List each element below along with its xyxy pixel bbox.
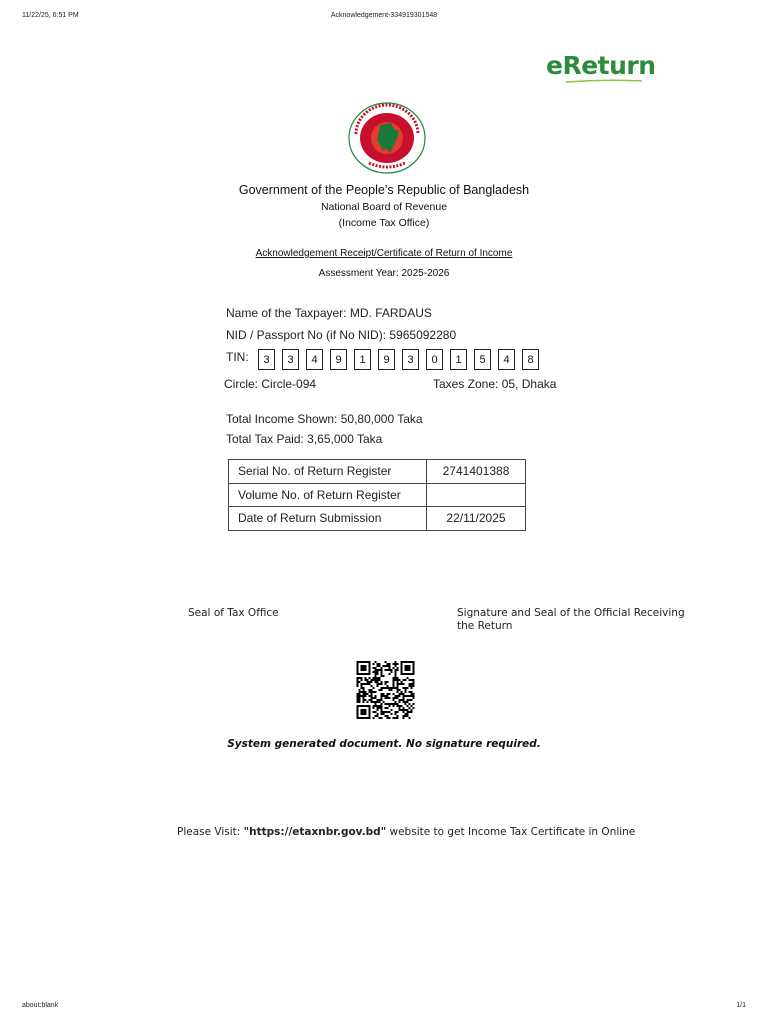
government-emblem-icon [347,101,427,175]
tin-digit: 5 [474,349,491,370]
office-name: (Income Tax Office) [338,217,430,229]
logo-text: Return [562,51,656,80]
print-datetime: 11/22/25, 6:51 PM [22,12,79,19]
print-footer [0,1002,768,1014]
system-generated-note: System generated document. No signature required. [227,738,541,750]
circle [224,377,316,391]
tin-digit: 3 [258,349,275,370]
logo-swoosh-icon [566,79,642,83]
ereturn-logo [546,51,656,81]
assessment-year-value: 2025-2026 [401,268,450,279]
taxpayer-name-label: Name of the Taxpayer: [226,306,347,320]
print-page-number: 1/1 [736,1002,746,1009]
income-label: Total Income Shown: [226,412,338,426]
tin-digit: 8 [522,349,539,370]
tin-digit: 3 [282,349,299,370]
tax-value: 3,65,000 Taka [307,432,383,446]
board-name: National Board of Revenue [320,201,448,213]
zone-label: Taxes Zone: [433,377,499,391]
tax-label: Total Tax Paid: [226,432,304,446]
table-cell-value [427,483,526,507]
government-title: Government of the People’s Republic of Bangladesh [238,183,530,197]
tin-digit-boxes [258,349,539,370]
official-signature-seal: Signature and Seal of the Official Receiving the Return [457,607,685,632]
table-cell-value: 22/11/2025 [427,507,526,531]
print-header [0,12,768,24]
nid-label: NID / Passport No (if No NID): [226,328,387,342]
table-cell-label: Date of Return Submission [229,507,427,531]
assessment-year-label: Assessment Year: [318,268,399,279]
acknowledgement-title: Acknowledgement Receipt/Certificate of Return of Income [255,248,513,259]
taxpayer-name-value: MD. FARDAUS [349,306,432,320]
income-value: 50,80,000 Taka [340,412,423,426]
nid-number [226,328,456,342]
return-register-table [228,459,526,531]
total-income [226,412,423,426]
tin-digit: 4 [498,349,515,370]
nid-value: 5965092280 [389,328,457,342]
circle-label: Circle: [224,377,259,391]
table-cell-value: 2741401388 [427,460,526,484]
taxpayer-name [226,306,432,320]
tin-digit: 1 [450,349,467,370]
tin-digit: 9 [378,349,395,370]
print-document-title: Acknowledgement-334919301548 [330,12,438,19]
print-url: about:blank [22,1002,59,1009]
table-cell-label: Volume No. of Return Register [229,483,427,507]
tin-digit: 3 [402,349,419,370]
qr-code-icon [356,661,415,719]
logo-prefix: e [546,51,563,80]
table-cell-label: Serial No. of Return Register [229,460,427,484]
tin-digit: 9 [330,349,347,370]
zone-value: 05, Dhaka [501,377,557,391]
seal-of-tax-office: Seal of Tax Office [188,607,279,619]
tin-digit: 0 [426,349,443,370]
table-row [229,507,526,531]
visit-prefix: Please Visit: [177,826,244,838]
table-row [229,483,526,507]
visit-suffix: website to get Income Tax Certificate in Online [386,826,636,838]
tin-digit: 4 [306,349,323,370]
table-row [229,460,526,484]
assessment-year [0,268,768,279]
visit-url-link[interactable]: "https://etaxnbr.gov.bd" [243,826,387,838]
total-tax-paid [226,432,382,446]
circle-value: Circle-094 [261,377,317,391]
tin-digit: 1 [354,349,371,370]
tin-label: TIN: [226,350,249,364]
visit-website-note [177,826,635,838]
taxes-zone [433,377,556,391]
